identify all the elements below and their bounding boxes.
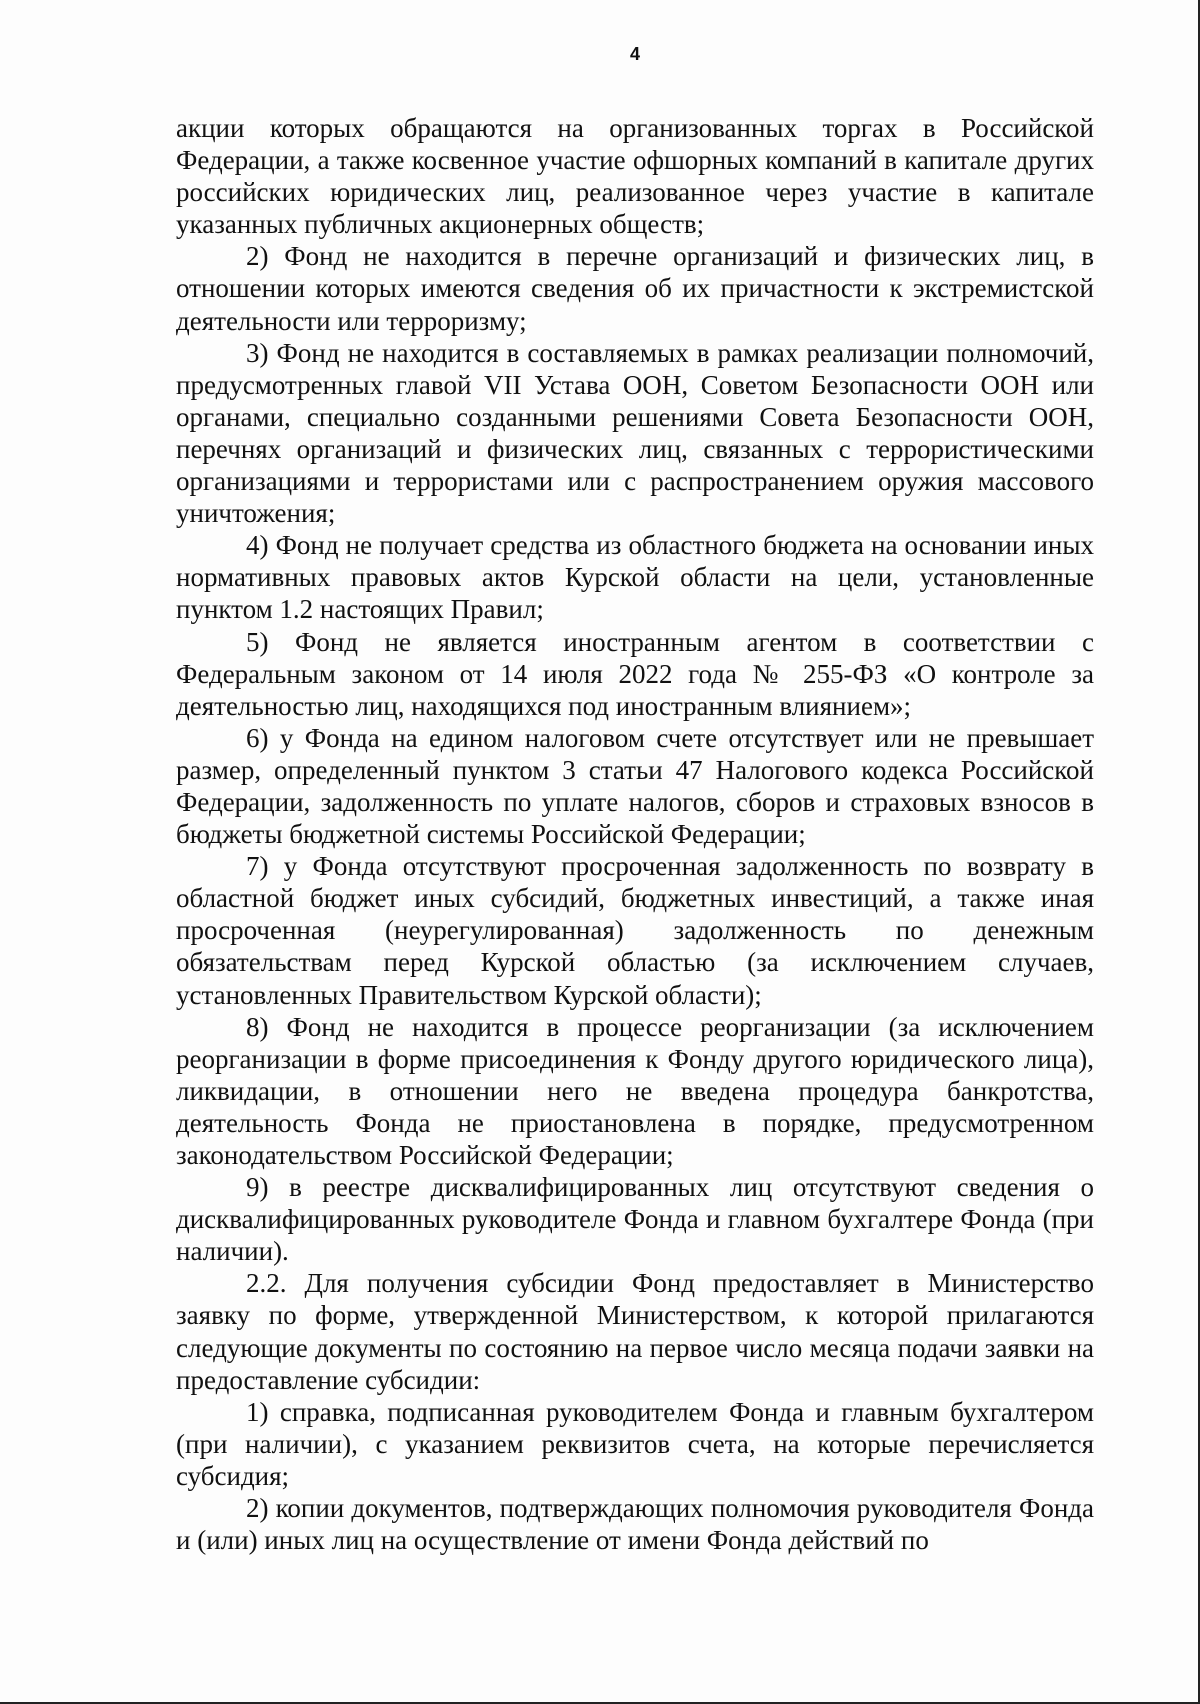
paragraph-item-8: 8) Фонд не находится в процессе реорганизации (за исключением реорганизации в форме присоединения к Фонду другого юридического лица), ликвидации, в отношении него не введена процедура банкротства, деятельность Фонда не приостановлена в порядке, предусмотренном законодательством Российской Федерации; [176,1011,1094,1170]
paragraph-doc-2: 2) копии документов, подтверждающих полномочия руководителя Фонда и (или) иных лиц на осуществление от имени Фонда действий по [176,1493,1094,1556]
paragraph-item-4: 4) Фонд не получает средства из областного бюджета на основании иных нормативных правовых актов Курской области на цели, установленные пунктом 1.2 настоящих Правил; [176,530,1094,625]
page-number: 4 [629,44,640,64]
paragraph-item-5: 5) Фонд не является иностранным агентом в соответствии с Федеральным законом от 14 июля 2022 года № 255-ФЗ «О контроле за деятельностью лиц, находящихся под иностранным влиянием»; [176,626,1094,721]
paragraph-item-9: 9) в реестре дисквалифицированных лиц отсутствуют сведения о дисквалифицированных руководителе Фонда и главном бухгалтере Фонда (при наличии). [176,1172,1094,1267]
paragraph-doc-1: 1) справка, подписанная руководителем Фонда и главным бухгалтером (при наличии), с указанием реквизитов счета, на которые перечисляется субсидия; [176,1396,1094,1491]
paragraph-continuation: акции которых обращаются на организованных торгах в Российской Федерации, а также косвенное участие офшорных компаний в капитале других российских юридических лиц, реализованное через участие в капитале указанных публичных акционерных обществ; [176,113,1094,240]
paragraph-item-7: 7) у Фонда отсутствуют просроченная задолженность по возврату в областной бюджет иных субсидий, бюджетных инвестиций, а также иная просроченная (неурегулированная) задолженность по денежным обязательствам перед Курской областью (за исключением случаев, установленных Правительством Курской области); [176,851,1094,1010]
paragraph-section-2-2: 2.2. Для получения субсидии Фонд предоставляет в Министерство заявку по форме, утвержденной Министерством, к которой прилагаются следующие документы по состоянию на первое число месяца подачи заявки на предоставление субсидии: [176,1268,1094,1395]
paragraph-item-2: 2) Фонд не находится в перечне организаций и физических лиц, в отношении которых имеются сведения об их причастности к экстремистской деятельности или терроризму; [176,241,1094,336]
document-body [176,112,1094,1556]
paragraph-item-6: 6) у Фонда на едином налоговом счете отсутствует или не превышает размер, определенный пунктом 3 статьи 47 Налогового кодекса Российской Федерации, задолженность по уплате налогов, сборов и страховых взносов в бюджеты бюджетной системы Российской Федерации; [176,722,1094,850]
paragraph-item-3: 3) Фонд не находится в составляемых в рамках реализации полномочий, предусмотренных главой VII Устава ООН, Советом Безопасности ООН или органами, специально созданными решениями Совета Безопасности ООН, перечнях организаций и физических лиц, связанных с террористическими организациями и террористами или с распространением оружия массового уничтожения; [176,337,1094,529]
